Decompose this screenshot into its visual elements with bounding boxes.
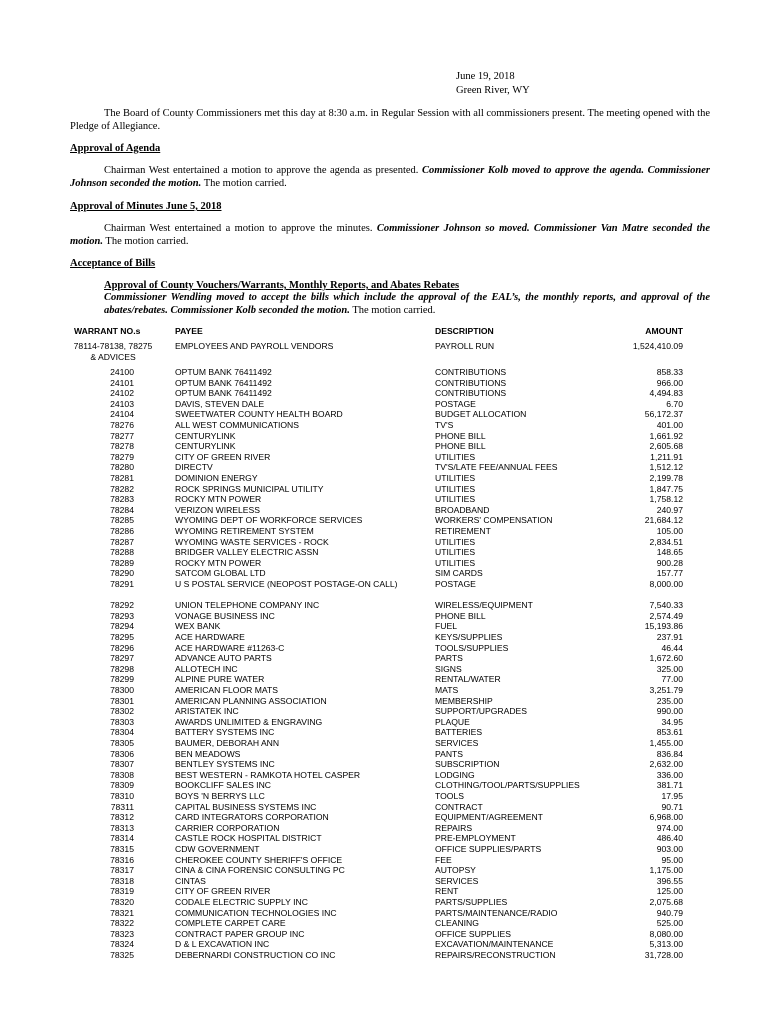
table-row-payee: CARD INTEGRATORS CORPORATION bbox=[175, 812, 329, 823]
table-row-amount: 900.28 bbox=[656, 557, 683, 568]
table-row-description: CONTRIBUTIONS bbox=[435, 388, 507, 399]
table-row-payee: ROCK SPRINGS MUNICIPAL UTILITY bbox=[175, 483, 324, 494]
table-row-amount: 381.71 bbox=[656, 780, 683, 791]
table-row-description: PARTS bbox=[435, 653, 463, 664]
table-row-warrant: 78309 bbox=[110, 780, 134, 791]
table-row-warrant: 78303 bbox=[110, 716, 134, 727]
table-row-amount: 525.00 bbox=[656, 918, 683, 929]
table-row-warrant: 24104 bbox=[110, 409, 134, 420]
table-row-amount: 1,455.00 bbox=[649, 738, 683, 748]
table-row-description: RENTAL/WATER bbox=[435, 674, 501, 685]
table-row-amount: 46.44 bbox=[661, 642, 683, 653]
table-row-description: LODGING bbox=[435, 769, 475, 780]
table-row-warrant: 78297 bbox=[110, 653, 134, 664]
table-row-payee: WEX BANK bbox=[175, 621, 221, 632]
table-row-payee: CITY OF GREEN RIVER bbox=[175, 886, 271, 897]
table-row-description: OFFICE SUPPLIES bbox=[435, 928, 511, 939]
table-row-amount: 2,075.68 bbox=[649, 897, 683, 907]
minutes-text-1: Chairman West entertained a motion to approve the minutes. bbox=[104, 223, 377, 234]
table-row-payee: WYOMING WASTE SERVICES - ROCK bbox=[175, 536, 329, 547]
table-row-description: AUTOPSY bbox=[435, 865, 476, 876]
table-row-payee: VERIZON WIRELESS bbox=[175, 504, 260, 515]
table-row-payee: BEN MEADOWS bbox=[175, 748, 241, 759]
table-row-amount: 836.84 bbox=[656, 748, 683, 759]
table-row-warrant: 78276 bbox=[110, 420, 134, 430]
table-row-description: TOOLS bbox=[435, 791, 464, 801]
agenda-motion: Commissioner Kolb moved to approve the agenda. Commissioner Johnson seconded the motion. bbox=[70, 165, 711, 189]
table-row-warrant: 78287 bbox=[110, 536, 134, 547]
col-header-payee: PAYEE bbox=[175, 326, 203, 336]
table-row-warrant: 78291 bbox=[110, 579, 134, 589]
table-row-warrant: 78311 bbox=[110, 801, 134, 812]
minutes-motion: Commissioner Johnson so moved. Commissioner Van Matre seconded the motion. bbox=[70, 223, 711, 247]
table-row-amount: 966.00 bbox=[656, 377, 683, 388]
table-row-payee: AWARDS UNLIMITED & ENGRAVING bbox=[175, 716, 323, 727]
table-row-warrant: 78304 bbox=[110, 727, 134, 738]
table-row-description: PHONE BILL bbox=[435, 430, 486, 441]
table-row-description: OFFICE SUPPLIES/PARTS bbox=[435, 844, 542, 854]
table-row-amount: 7,540.33 bbox=[649, 600, 683, 611]
table-row-payee: UNION TELEPHONE COMPANY INC bbox=[175, 600, 320, 611]
table-row-warrant: 78320 bbox=[110, 897, 134, 907]
table-row-payee: AMERICAN PLANNING ASSOCIATION bbox=[175, 695, 327, 706]
table-row-payee: BAUMER, DEBORAH ANN bbox=[175, 738, 280, 748]
table-row-warrant: 78294 bbox=[110, 621, 134, 632]
table-row-payee: COMMUNICATION TECHNOLOGIES INC bbox=[175, 907, 337, 918]
table-row-payee: CODALE ELECTRIC SUPPLY INC bbox=[175, 897, 308, 907]
table-row-amount: 1,211.91 bbox=[650, 451, 683, 462]
table-row-warrant: 78278 bbox=[110, 441, 134, 452]
table-row-amount: 2,199.78 bbox=[649, 473, 683, 483]
table-row-payee: CITY OF GREEN RIVER bbox=[175, 451, 271, 462]
table-row-warrant: 24100 bbox=[110, 367, 134, 377]
table-row-description: UTILITIES bbox=[435, 547, 476, 558]
table-row-description: PHONE BILL bbox=[435, 441, 486, 452]
table-row-payee: BEST WESTERN - RAMKOTA HOTEL CASPER bbox=[175, 769, 361, 780]
table-row-payee: DOMINION ENERGY bbox=[175, 473, 258, 483]
table-row-description: CLOTHING/TOOL/PARTS/SUPPLIES bbox=[435, 780, 580, 791]
table-row-amount: 34.95 bbox=[661, 716, 683, 727]
table-row-amount: 4,494.83 bbox=[649, 388, 683, 399]
table-row-warrant: 78284 bbox=[110, 504, 134, 515]
bills-subheading: Approval of County Vouchers/Warrants, Monthly Reports, and Abates Rebates bbox=[104, 280, 460, 291]
table-row-description: PARTS/MAINTENANCE/RADIO bbox=[435, 907, 558, 918]
table-row-payee: DEBERNARDI CONSTRUCTION CO INC bbox=[175, 950, 336, 960]
table-row-payee: ACE HARDWARE bbox=[175, 632, 245, 642]
table-row-warrant: 78300 bbox=[110, 685, 134, 695]
table-row-payee: BRIDGER VALLEY ELECTRIC ASSN bbox=[175, 547, 319, 558]
table-row-description: PRE-EMPLOYMENT bbox=[435, 833, 516, 844]
bills-heading: Acceptance of Bills bbox=[70, 258, 156, 269]
table-row-payee: ALL WEST COMMUNICATIONS bbox=[175, 420, 299, 430]
table-row-amount: 21,684.12 bbox=[644, 515, 683, 526]
table-row-amount: 77.00 bbox=[661, 674, 683, 685]
table-row-payee: ADVANCE AUTO PARTS bbox=[175, 653, 272, 664]
table-row-description: REPAIRS bbox=[435, 822, 473, 833]
table-row-warrant: 78283 bbox=[110, 494, 134, 505]
table-row-amount: 1,512.12 bbox=[649, 462, 683, 473]
table-row-amount: 148.65 bbox=[656, 547, 683, 558]
table-row-payee: CHEROKEE COUNTY SHERIFF'S OFFICE bbox=[175, 854, 343, 865]
table-row-payee: ROCKY MTN POWER bbox=[175, 494, 262, 505]
table-row-payee: SWEETWATER COUNTY HEALTH BOARD bbox=[175, 409, 343, 420]
table-row-warrant: 78323 bbox=[110, 928, 134, 939]
table-row-payee: CASTLE ROCK HOSPITAL DISTRICT bbox=[175, 833, 322, 844]
table-row-description: SUBSCRIPTION bbox=[435, 759, 500, 770]
table-row-description: UTILITIES bbox=[435, 494, 476, 505]
table-row-payee: CINA & CINA FORENSIC CONSULTING PC bbox=[175, 865, 345, 876]
minutes-text-2: The motion carried. bbox=[102, 235, 189, 247]
table-row-warrant: 24102 bbox=[110, 388, 134, 399]
table-row-description: PARTS/SUPPLIES bbox=[435, 897, 508, 907]
table-row-description: UTILITIES bbox=[435, 483, 476, 494]
meeting-date: June 19, 2018 bbox=[456, 71, 515, 82]
table-row-warrant: 78299 bbox=[110, 674, 134, 685]
meeting-location: Green River, WY bbox=[456, 85, 530, 96]
table-row-amount: 940.79 bbox=[656, 907, 683, 918]
table-row-description: FEE bbox=[435, 854, 452, 865]
table-row-warrant: 78307 bbox=[110, 759, 134, 770]
table-row-amount: 6.70 bbox=[666, 398, 683, 409]
bills-motion: Commissioner Wendling moved to accept the bills which include the approval of the EAL’s, the monthly reports, and approval of the abates/rebates. Commissioner Kolb seconded the motion. bbox=[104, 292, 710, 316]
table-row-warrant: 24101 bbox=[110, 377, 134, 388]
agenda-heading: Approval of Agenda bbox=[70, 143, 161, 154]
table-row-description: CONTRACT bbox=[435, 801, 483, 812]
table-row-warrant: 78325 bbox=[110, 950, 134, 960]
table-row-amount: 235.00 bbox=[656, 695, 683, 706]
table-row-payroll-payee: EMPLOYEES AND PAYROLL VENDORS bbox=[175, 341, 334, 351]
table-row-payee: SATCOM GLOBAL LTD bbox=[175, 568, 266, 579]
table-row-description: PHONE BILL bbox=[435, 610, 486, 621]
table-row-amount: 2,605.68 bbox=[649, 441, 683, 452]
table-row-description: WORKERS' COMPENSATION bbox=[435, 515, 553, 526]
table-row-warrant: 78302 bbox=[110, 706, 134, 717]
table-row-payee: WYOMING DEPT OF WORKFORCE SERVICES bbox=[175, 515, 363, 526]
table-row-description: SUPPORT/UPGRADES bbox=[435, 706, 528, 717]
table-row-warrant: 78318 bbox=[110, 875, 134, 886]
table-row-description: RETIREMENT bbox=[435, 526, 491, 536]
table-row-amount: 240.97 bbox=[656, 504, 683, 515]
table-row-amount: 903.00 bbox=[656, 844, 683, 854]
minutes-paragraph bbox=[70, 223, 710, 248]
table-row-warrant: 78324 bbox=[110, 939, 134, 950]
table-row-warrant: 78281 bbox=[110, 473, 134, 483]
table-row-amount: 396.55 bbox=[656, 875, 683, 886]
table-row-description: UTILITIES bbox=[435, 473, 476, 483]
table-row-payee: OPTUM BANK 76411492 bbox=[175, 367, 272, 377]
table-row-payee: OPTUM BANK 76411492 bbox=[175, 388, 272, 399]
bills-paragraph bbox=[104, 292, 710, 317]
table-row-warrant: 78317 bbox=[110, 865, 134, 876]
table-row-amount: 990.00 bbox=[656, 706, 683, 717]
table-row-amount: 401.00 bbox=[656, 420, 683, 430]
table-row-amount: 15,193.86 bbox=[644, 621, 683, 632]
table-row-warrant: 78282 bbox=[110, 483, 134, 494]
table-row-payee: CARRIER CORPORATION bbox=[175, 822, 280, 833]
table-row-description: TOOLS/SUPPLIES bbox=[435, 642, 509, 653]
date-block bbox=[456, 70, 530, 98]
table-row-description: UTILITIES bbox=[435, 536, 476, 547]
table-row-description: CLEANING bbox=[435, 918, 479, 929]
table-row-amount: 325.00 bbox=[656, 663, 683, 674]
table-row-amount: 336.00 bbox=[656, 769, 683, 780]
table-row-payee: ROCKY MTN POWER bbox=[175, 557, 262, 568]
table-row-description: EXCAVATION/MAINTENANCE bbox=[435, 939, 554, 950]
table-row-payee: D & L EXCAVATION INC bbox=[175, 939, 270, 950]
table-row-warrant: 78313 bbox=[110, 822, 134, 833]
table-row-amount: 853.61 bbox=[656, 727, 683, 738]
table-row-description: TV'S bbox=[435, 420, 454, 430]
table-row-payee: ALLOTECH INC bbox=[175, 663, 238, 674]
table-row-amount: 125.00 bbox=[656, 886, 683, 897]
table-row-description: POSTAGE bbox=[435, 579, 476, 589]
table-row-amount: 2,632.00 bbox=[649, 759, 683, 770]
table-row-description: PLAQUE bbox=[435, 716, 470, 727]
table-row-payee: CONTRACT PAPER GROUP INC bbox=[175, 928, 305, 939]
table-row-warrant: 78280 bbox=[110, 462, 134, 473]
table-row-description: MEMBERSHIP bbox=[435, 695, 493, 706]
table-row-amount: 31,728.00 bbox=[644, 950, 683, 960]
table-row-payroll-warrant bbox=[68, 341, 158, 362]
table-row-payee: BATTERY SYSTEMS INC bbox=[175, 727, 275, 738]
table-row-description: CONTRIBUTIONS bbox=[435, 377, 507, 388]
table-row-payee: VONAGE BUSINESS INC bbox=[175, 610, 275, 621]
table-row-warrant: 78316 bbox=[110, 854, 134, 865]
table-row-description: UTILITIES bbox=[435, 451, 476, 462]
table-row-payee: CAPITAL BUSINESS SYSTEMS INC bbox=[175, 801, 317, 812]
table-row-warrant: 78319 bbox=[110, 886, 134, 897]
table-row-payee: CENTURYLINK bbox=[175, 441, 236, 452]
table-row-amount: 974.00 bbox=[656, 822, 683, 833]
table-row-warrant: 78321 bbox=[110, 907, 134, 918]
table-row-amount: 2,834.51 bbox=[649, 536, 683, 547]
table-row-amount: 90.71 bbox=[661, 801, 683, 812]
table-row-warrant: 78308 bbox=[110, 769, 134, 780]
table-row-description: CONTRIBUTIONS bbox=[435, 367, 507, 377]
table-row-warrant: 78279 bbox=[110, 451, 134, 462]
table-row-warrant: 78296 bbox=[110, 642, 134, 653]
table-row-payee: ARISTATEK INC bbox=[175, 706, 239, 717]
table-row-amount: 858.33 bbox=[656, 367, 683, 377]
table-row-amount: 8,000.00 bbox=[649, 579, 683, 589]
warrant-advices: & ADVICES bbox=[90, 351, 136, 362]
table-row-payee: DIRECTV bbox=[175, 462, 213, 473]
table-row-description: TV'S/LATE FEE/ANNUAL FEES bbox=[435, 462, 558, 473]
col-header-warrant: WARRANT NO.s bbox=[74, 326, 141, 336]
table-row-payee: WYOMING RETIREMENT SYSTEM bbox=[175, 526, 314, 536]
table-row-warrant: 78312 bbox=[110, 812, 134, 823]
table-row-payee: DAVIS, STEVEN DALE bbox=[175, 398, 265, 409]
intro-paragraph bbox=[70, 108, 710, 133]
table-row-description: SIM CARDS bbox=[435, 568, 483, 579]
table-row-amount: 157.77 bbox=[656, 568, 683, 579]
table-row-amount: 3,251.79 bbox=[649, 685, 683, 695]
table-row-warrant: 78286 bbox=[110, 526, 134, 536]
table-row-warrant: 24103 bbox=[110, 398, 134, 409]
bills-text-2: The motion carried. bbox=[349, 304, 436, 316]
table-row-amount: 1,661.92 bbox=[649, 430, 683, 441]
table-row-warrant: 78289 bbox=[110, 557, 134, 568]
table-row-amount: 95.00 bbox=[661, 854, 683, 865]
table-row-description: UTILITIES bbox=[435, 557, 476, 568]
table-row-payee: CDW GOVERNMENT bbox=[175, 844, 260, 854]
table-row-payee: ACE HARDWARE #11263-C bbox=[175, 642, 285, 653]
warrant-range: 78114-78138, 78275 bbox=[73, 341, 153, 351]
table-row-description: POSTAGE bbox=[435, 398, 476, 409]
table-row-warrant: 78298 bbox=[110, 663, 134, 674]
table-row-amount: 486.40 bbox=[656, 833, 683, 844]
table-row-payee: AMERICAN FLOOR MATS bbox=[175, 685, 278, 695]
table-row-amount: 105.00 bbox=[656, 526, 683, 536]
table-row-amount: 1,672.60 bbox=[649, 653, 683, 664]
agenda-text-1: Chairman West entertained a motion to approve the agenda as presented. bbox=[104, 165, 422, 176]
table-row-warrant: 78295 bbox=[110, 632, 134, 642]
table-row-amount: 237.91 bbox=[656, 632, 683, 642]
minutes-heading: Approval of Minutes June 5, 2018 bbox=[70, 201, 222, 212]
table-row-payee: U S POSTAL SERVICE (NEOPOST POSTAGE-ON CALL) bbox=[175, 579, 398, 589]
table-row-payee: CENTURYLINK bbox=[175, 430, 236, 441]
table-row-amount: 2,574.49 bbox=[649, 610, 683, 621]
table-row-amount: 8,080.00 bbox=[649, 928, 683, 939]
table-row-warrant: 78314 bbox=[110, 833, 134, 844]
intro-text: The Board of County Commissioners met this day at 8:30 a.m. in Regular Session with all commissioners present. The meeting opened with the Pledge of Allegiance. bbox=[70, 108, 710, 132]
table-row-payee: ALPINE PURE WATER bbox=[175, 674, 265, 685]
table-row-amount: 1,175.00 bbox=[649, 865, 683, 876]
table-row-description: KEYS/SUPPLIES bbox=[435, 632, 503, 642]
table-row-warrant: 78292 bbox=[110, 600, 134, 611]
table-row-payee: COMPLETE CARPET CARE bbox=[175, 918, 286, 929]
table-row-warrant: 78315 bbox=[110, 844, 134, 854]
table-row-warrant: 78277 bbox=[110, 430, 134, 441]
table-row-amount: 1,847.75 bbox=[649, 483, 683, 494]
agenda-paragraph bbox=[70, 165, 710, 190]
table-row-description: BUDGET ALLOCATION bbox=[435, 409, 527, 420]
table-row-warrant: 78310 bbox=[110, 791, 134, 801]
agenda-text-2: The motion carried. bbox=[201, 177, 287, 189]
table-row-amount: 17.95 bbox=[661, 791, 683, 801]
table-row-description: PANTS bbox=[435, 748, 464, 759]
table-row-amount: 5,313.00 bbox=[649, 939, 683, 950]
table-row-description: FUEL bbox=[435, 621, 457, 632]
table-row-warrant: 78290 bbox=[110, 568, 134, 579]
table-row-warrant: 78322 bbox=[110, 918, 134, 929]
table-row-amount: 56,172.37 bbox=[644, 409, 683, 420]
table-row-payee: BOYS 'N BERRYS LLC bbox=[175, 791, 265, 801]
table-row-payroll-amount: 1,524,410.09 bbox=[632, 341, 683, 351]
table-row-payroll-description: PAYROLL RUN bbox=[435, 341, 495, 351]
table-row-description: SIGNS bbox=[435, 663, 462, 674]
table-row-description: BROADBAND bbox=[435, 504, 490, 515]
table-row-amount: 1,758.12 bbox=[649, 494, 683, 505]
table-row-warrant: 78285 bbox=[110, 515, 134, 526]
table-row-warrant: 78301 bbox=[110, 695, 134, 706]
table-row-amount: 6,968.00 bbox=[649, 812, 683, 823]
table-row-description: SERVICES bbox=[435, 875, 479, 886]
table-row-description: REPAIRS/RECONSTRUCTION bbox=[435, 950, 556, 960]
table-row-warrant: 78306 bbox=[110, 748, 134, 759]
table-row-description: SERVICES bbox=[435, 738, 479, 748]
table-row-description: RENT bbox=[435, 886, 459, 897]
table-row-warrant: 78288 bbox=[110, 547, 134, 558]
table-row-payee: OPTUM BANK 76411492 bbox=[175, 377, 272, 388]
table-row-description: BATTERIES bbox=[435, 727, 483, 738]
table-row-description: EQUIPMENT/AGREEMENT bbox=[435, 812, 543, 823]
table-row-warrant: 78293 bbox=[110, 610, 134, 621]
table-row-payee: BOOKCLIFF SALES INC bbox=[175, 780, 271, 791]
col-header-description: DESCRIPTION bbox=[435, 326, 494, 336]
table-row-warrant: 78305 bbox=[110, 738, 134, 748]
table-row-payee: CINTAS bbox=[175, 875, 206, 886]
table-row-payee: BENTLEY SYSTEMS INC bbox=[175, 759, 275, 770]
table-row-description: WIRELESS/EQUIPMENT bbox=[435, 600, 533, 611]
table-row-description: MATS bbox=[435, 685, 459, 695]
col-header-amount: AMOUNT bbox=[645, 326, 683, 336]
